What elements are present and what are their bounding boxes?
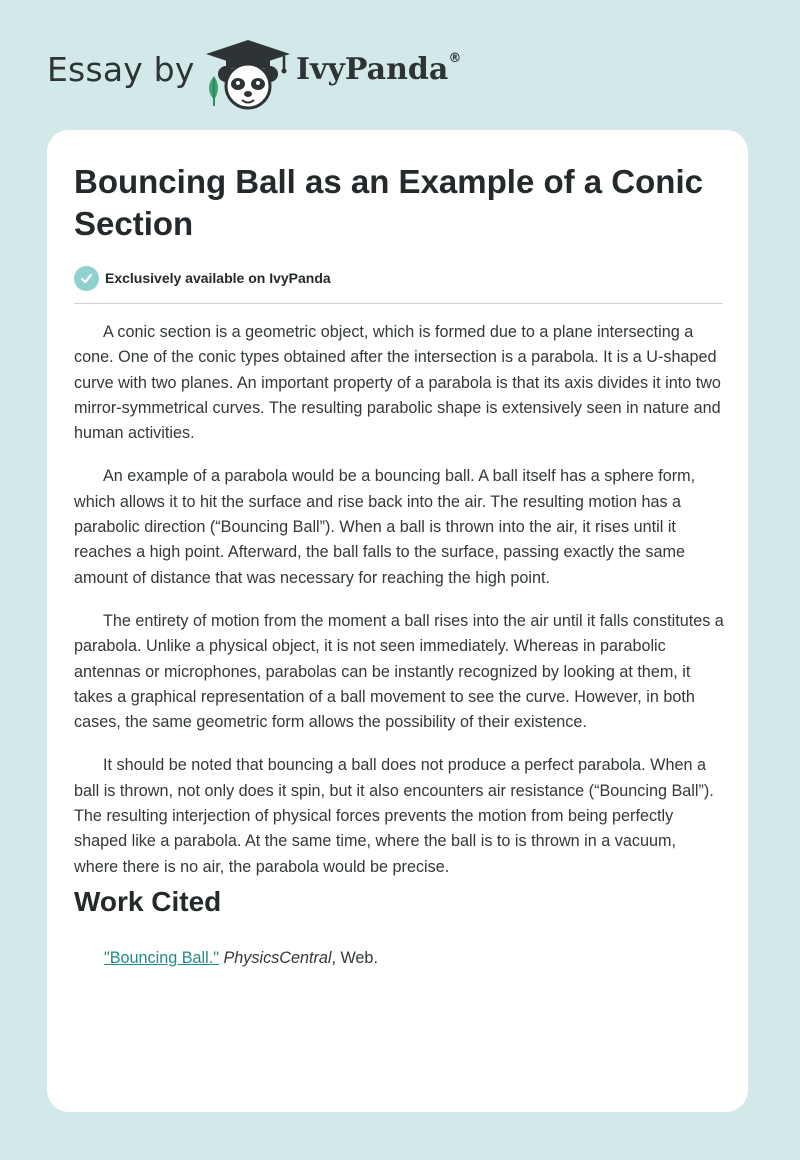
paragraph-2: An example of a parabola would be a bouncing ball. A ball itself has a sphere form, which allows it to hit the surface and rise back into the air. The resulting motion has a parabolic direction (“Bouncing Ball”). When a ball is thrown into the air, it rises until it reaches a high point. Afterward, the ball falls to the surface, passing exactly the same amount of distance that was necessary for reaching the high point. (74, 467, 696, 587)
paragraph-1: A conic section is a geometric object, which is formed due to a plane intersecting a cone. One of the conic types obtained after the intersection is a parabola. It is a U-shaped curve with two planes. An important property of a parabola is that its axis divides it into two mirror-symmetrical curves. The resulting parabolic shape is extensively seen in nature and human activities. (74, 323, 721, 443)
title-divider (74, 303, 723, 304)
citation-link[interactable]: "Bouncing Ball." (104, 949, 219, 967)
citation-suffix: , Web. (331, 949, 378, 967)
site-header (0, 0, 800, 130)
works-cited-heading: Work Cited (74, 886, 222, 917)
page-title: Bouncing Ball as an Example of a Conic Section (74, 163, 703, 242)
brand-name-text: IvyPanda (296, 52, 449, 87)
exclusive-badge (74, 265, 331, 291)
citation-entry (104, 946, 378, 971)
registered-mark: ® (448, 51, 462, 66)
paragraph-4: It should be noted that bouncing a ball does not produce a perfect parabola. When a ball is thrown, not only does it spin, but it also encounters air resistance (“Bouncing Ball”). The resulting interjection of physical forces prevents the motion from being perfectly shaped like a parabola. At the same time, where the ball is to is thrown in a vacuum, where there is no air, the parabola would be precise. (74, 756, 714, 876)
check-circle-icon (74, 266, 99, 291)
brand-prefix: Essay by (47, 50, 195, 89)
brand-name (296, 52, 461, 87)
article-body (74, 320, 724, 898)
panda-graduate-icon (200, 36, 296, 110)
citation-journal: PhysicsCentral (223, 949, 332, 967)
article-card (47, 130, 748, 1112)
exclusive-label: Exclusively available on IvyPanda (105, 270, 331, 286)
paragraph-3: The entirety of motion from the moment a ball rises into the air until it falls constitutes a parabola. Unlike a physical object, it is not seen immediately. Whereas in parabolic antennas or microphones, parabolas can be instantly recognized by looking at them, it takes a graphical representation of a ball movement to see the curve. However, in both cases, the same geometric form allows the possibility of their existence. (74, 611, 724, 732)
